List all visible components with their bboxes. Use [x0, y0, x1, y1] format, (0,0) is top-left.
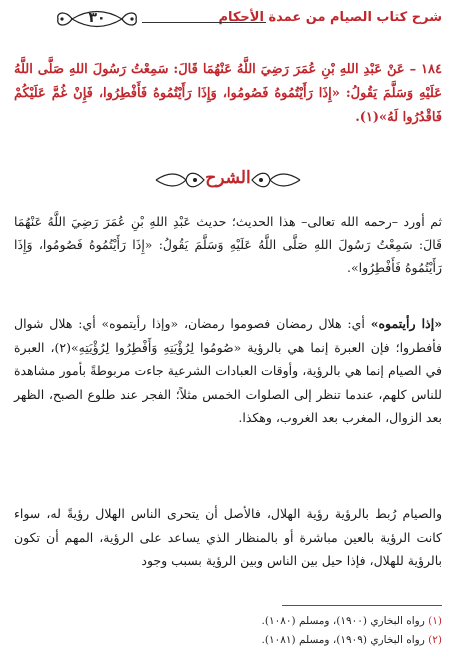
hadith-text: ١٨٤ – عَنْ عَبْدِ اللهِ بْنِ عُمَرَ رَضِيَ اللَّهُ عَنْهُمَا قَالَ: سَمِعْتُ رَسُولَ اللهِ صَلَّى اللَّهُ عَلَيْهِ وَسَلَّمَ يَقُولُ: «إِذَا رَأَيْتُمُوهُ فَصُومُوا، وَإِذَا رَأَيْتُمُوهُ فَأَفْطِرُوا، فَإِنْ غُمَّ عَلَيْكُمْ فَاقْدُرُوا لَهُ»(١).	[14, 62, 442, 125]
header-rule	[142, 22, 266, 23]
paragraph-lead-phrase: «إذا رأيتموه»	[370, 316, 443, 331]
paragraph-explanation	[14, 312, 442, 430]
page-number: ٣٠	[88, 10, 106, 26]
page-header	[14, 8, 442, 34]
section-heading-block	[14, 165, 442, 195]
footnote-item	[14, 612, 442, 631]
paragraph-body: أي: هلال رمضان فصوموا رمضان، «وإذا رأيتموه» أي: هلال شوال فأفطروا؛ فإن العبرة إنما هي بالرؤية «صُومُوا لِرُؤْيَتِهِ وَأَفْطِرُوا لِرُؤْيَتِهِ»(٢)، العبرة في الصيام إنما هي بالرؤية، وأوقات العبادات الشرعية جاءت مربوطةً بأمور مشاهدة للناس كلهم، عندما تنظر إلى الصلوات الخمس مثلاً؛ الفجر عند طلوع الصبح، الظهر بعد الزوال، المغرب بعد الغروب، وهكذا.	[14, 316, 442, 425]
footnotes	[14, 612, 442, 650]
footnote-number: (١)	[428, 615, 442, 627]
footnote-text: رواه البخاري (١٩٠٩)، ومسلم (١٠٨١).	[261, 634, 425, 646]
footnote-item	[14, 631, 442, 650]
running-title: شرح كتاب الصيام من عمدة الأحكام	[218, 10, 442, 25]
footnote-number: (٢)	[428, 634, 442, 646]
paragraph-intro: ثم أورد –رحمه الله تعالى– هذا الحديث؛ حديث عَبْدِ اللهِ بْنِ عُمَرَ رَضِيَ اللَّهُ عَنْهُمَا قَالَ: سَمِعْتُ رَسُولَ اللهِ صَلَّى اللَّهُ عَلَيْهِ وَسَلَّمَ يَقُولُ: «إِذَا رَأَيْتُمُوهُ فَصُومُوا، وَإِذَا رَأَيْتُمُوهُ فَأَفْطِرُوا».	[14, 214, 442, 275]
section-heading: الشرح	[205, 168, 251, 188]
paragraph-continuation: والصيام رُبط بالرؤية رؤية الهلال، فالأصل أن يتحرى الناس الهلال رؤيةً له، سواء كانت الرؤية بالعين مباشرة أو بالمنظار الذي يساعد على الرؤية، المهم أن تكون بالرؤية للهلال، فإذا حيل بين الناس وبين الرؤية بسبب وجود	[14, 506, 442, 568]
heading-ornament-left-icon	[154, 169, 206, 191]
footnote-text: رواه البخاري (١٩٠٠)، ومسلم (١٠٨٠).	[261, 615, 425, 627]
footnote-separator	[282, 605, 442, 606]
